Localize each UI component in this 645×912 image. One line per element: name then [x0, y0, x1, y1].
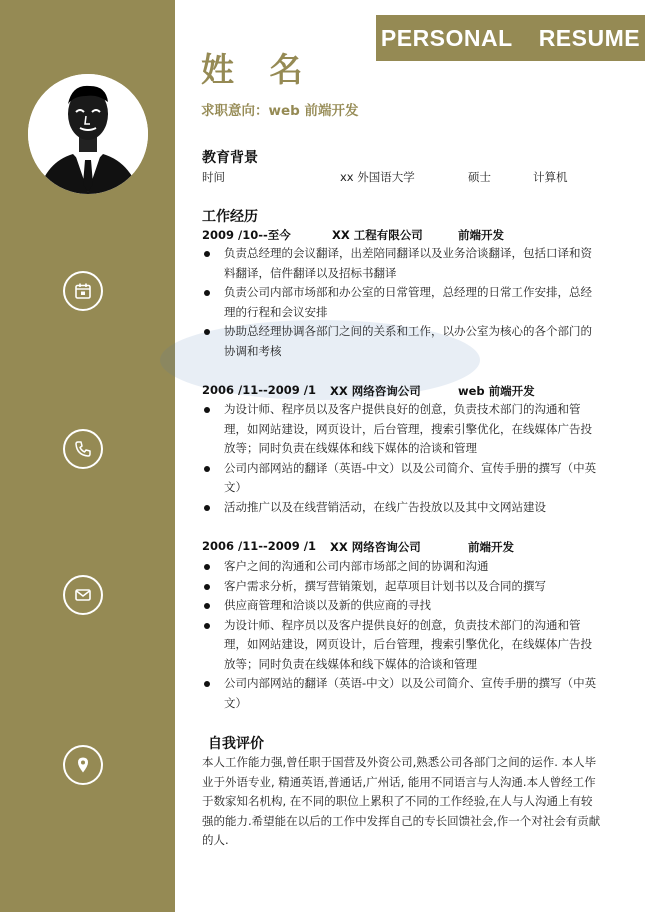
resume-banner — [376, 15, 645, 61]
job-company: XX 网络咨询公司 — [330, 384, 421, 398]
list-item: 负责公司内部市场部和办公室的日常管理，总经理的日常工作安排，总经理的行程和会议安排 — [202, 283, 602, 322]
job-period: 2006 /11--2009 /1 — [202, 383, 316, 397]
phone-icon — [63, 429, 103, 469]
job-intent: 求职意向：web 前端开发 — [201, 103, 359, 119]
job-duties — [202, 400, 602, 517]
list-item: 为设计师、程序员以及客户提供良好的创意，负责技术部门的沟通和管理，如网站建设，网页设计，后台管理，搜索引擎优化，在线媒体广告投放等；同时负责在线媒体和线下媒体的洽谈和管理 — [202, 616, 602, 675]
banner-word-personal: PERSONAL — [380, 24, 513, 51]
education-major: 计算机 — [533, 170, 568, 184]
profile-photo — [28, 74, 148, 194]
job-company: XX 工程有限公司 — [332, 228, 423, 242]
job-header — [202, 539, 622, 555]
job-header — [202, 383, 622, 399]
list-item: 公司内部网站的翻译（英语-中文）以及公司简介、宣传手册的撰写（中英文） — [202, 674, 602, 713]
list-item: 为设计师、程序员以及客户提供良好的创意，负责技术部门的沟通和管理，如网站建设，网页设计，后台管理，搜索引擎优化，在线媒体广告投放等；同时负责在线媒体和线下媒体的洽谈和管理 — [202, 400, 602, 459]
list-item: 协助总经理协调各部门之间的关系和工作，以办公室为核心的各个部门的协调和考核 — [202, 322, 602, 361]
job-duties — [202, 557, 602, 713]
list-item: 客户需求分析，撰写营销策划，起草项目计划书以及合同的撰写 — [202, 577, 602, 597]
avatar — [28, 74, 148, 194]
list-item: 负责总经理的会议翻译，出差陪同翻译以及业务洽谈翻译，包括口译和资料翻译，信件翻译以及招标书翻译 — [202, 244, 602, 283]
job-header — [202, 227, 622, 243]
education-row — [202, 169, 622, 185]
work-title: 工作经历 — [202, 209, 258, 225]
job-position: 前端开发 — [458, 228, 504, 242]
list-item: 公司内部网站的翻译（英语-中文）以及公司简介、宣传手册的撰写（中英文） — [202, 459, 602, 498]
list-item: 供应商管理和洽谈以及新的供应商的寻找 — [202, 596, 602, 616]
calendar-icon — [63, 271, 103, 311]
mail-icon — [63, 575, 103, 615]
location-icon — [63, 745, 103, 785]
banner-word-resume: RESUME — [538, 24, 641, 51]
education-time: 时间 — [202, 170, 225, 184]
job-position: web 前端开发 — [458, 384, 535, 398]
job-duties — [202, 244, 602, 361]
list-item: 活动推广以及在线营销活动，在线广告投放以及其中文网站建设 — [202, 498, 602, 518]
education-title: 教育背景 — [202, 150, 258, 166]
job-period: 2006 /11--2009 /1 — [202, 539, 316, 553]
self-evaluation-title: 自我评价 — [208, 736, 264, 752]
job-position: 前端开发 — [468, 540, 514, 554]
job-company: XX 网络咨询公司 — [330, 540, 421, 554]
education-school: xx 外国语大学 — [340, 170, 415, 184]
job-period: 2009 /10--至今 — [202, 228, 291, 242]
education-degree: 硕士 — [468, 170, 491, 184]
self-evaluation-text: 本人工作能力强,曾任职于国营及外资公司,熟悉公司各部门之间的运作. 本人毕业于外语专业, 精通英语,普通话,广州话, 能用不同语言与人沟通.本人曾经工作于数家知名机构, 在不同的职位上累积了不同的工作经验,在人与人沟通上有较强的能力.希望能在以后的工作中发挥自己的专长回馈社会,作一个对社会有贡献的人. — [202, 755, 601, 847]
candidate-name: 姓 名 — [201, 50, 315, 89]
list-item: 客户之间的沟通和公司内部市场部之间的协调和沟通 — [202, 557, 602, 577]
